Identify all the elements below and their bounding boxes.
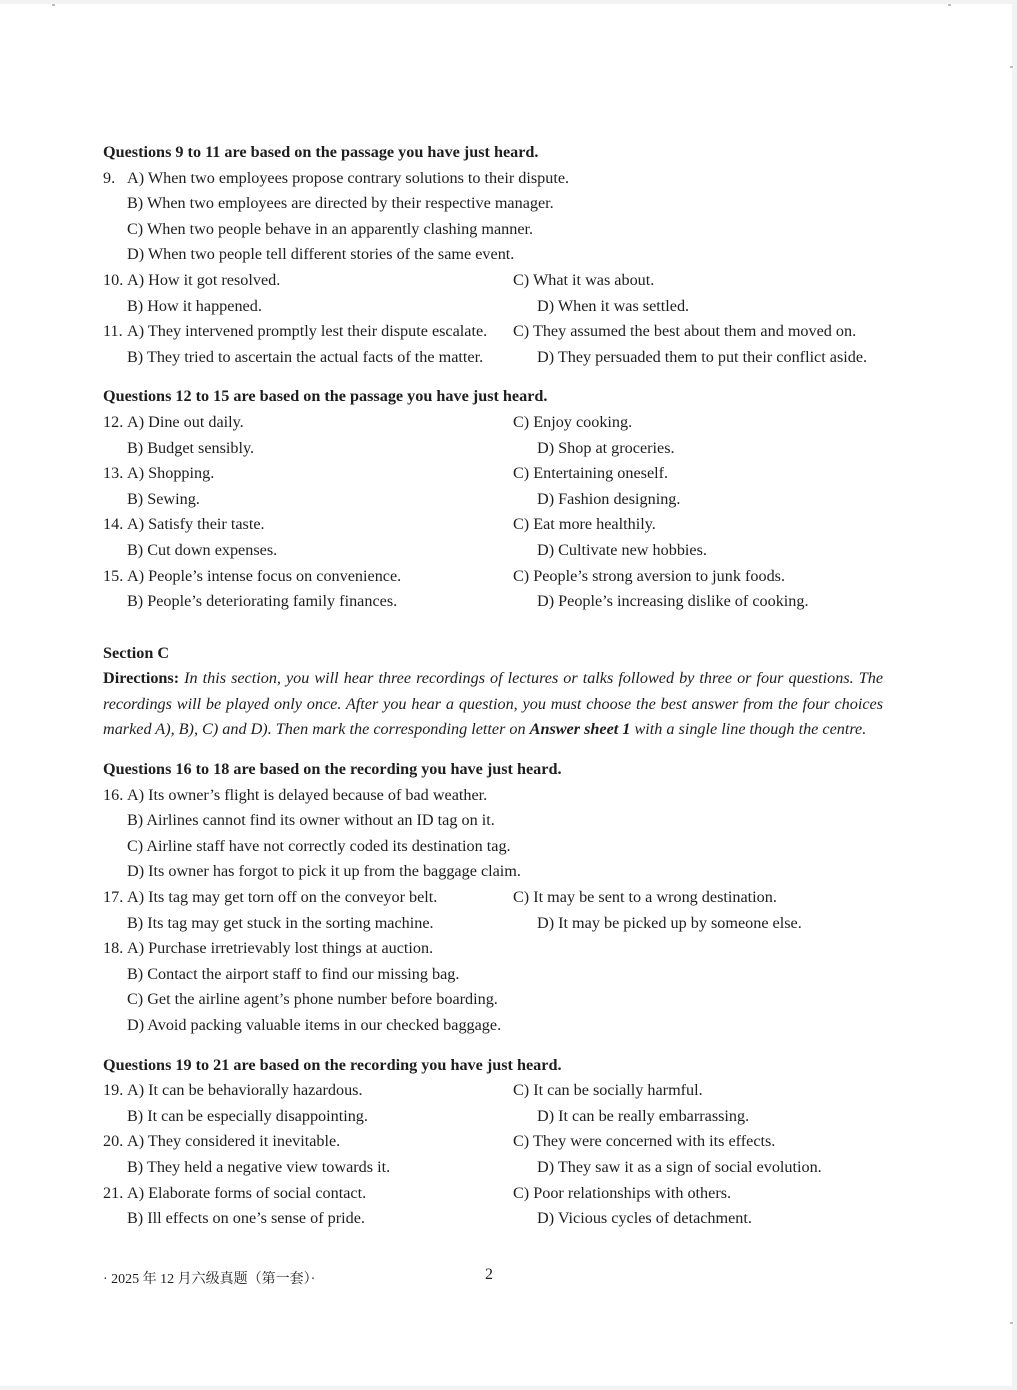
option-a: A) Elaborate forms of social contact. [127, 1183, 367, 1202]
option-a: A) Its owner’s flight is delayed because of bad weather. [127, 785, 488, 804]
footer-label: · 2025 年 12 月六级真题（第一套）· [103, 1272, 316, 1287]
option-c: C) They were concerned with its effects. [513, 1132, 776, 1151]
answer-sheet-ref: Answer sheet 1 [529, 720, 631, 739]
option-d: D) Avoid packing valuable items in our checked baggage. [127, 1016, 502, 1034]
question-number: 17. [103, 888, 124, 907]
section-title: Section C [103, 643, 170, 662]
option-c: C) Eat more healthily. [513, 515, 656, 534]
question-number: 21. [103, 1183, 124, 1202]
option-d: D) They persuaded them to put their conflict aside. [537, 347, 868, 366]
option-d: D) Fashion designing. [537, 489, 681, 508]
option-c: C) Poor relationships with others. [513, 1183, 732, 1202]
corner-mark [948, 4, 951, 6]
option-c: C) They assumed the best about them and moved on. [513, 322, 857, 341]
question-10 [103, 268, 883, 294]
question-number: 16. [103, 785, 124, 804]
option-b: B) How it happened. [127, 296, 262, 315]
option-c: C) It can be socially harmful. [513, 1081, 703, 1100]
option-b: B) They held a negative view towards it. [127, 1157, 391, 1176]
question-14 [103, 512, 883, 538]
group-heading: Questions 16 to 18 are based on the recording you have just heard. [103, 760, 562, 779]
option-c: C) What it was about. [513, 270, 655, 289]
question-number: 15. [103, 566, 124, 585]
question-number: 9. [103, 168, 116, 187]
directions-label: Directions: [103, 669, 180, 688]
document-page [0, 4, 1012, 1386]
option-d: D) Cultivate new hobbies. [537, 540, 707, 559]
question-17 [103, 885, 883, 911]
option-b: B) Its tag may get stuck in the sorting machine. [127, 913, 434, 932]
group-heading: Questions 19 to 21 are based on the recording you have just heard. [103, 1055, 562, 1074]
edge-mark [1010, 66, 1013, 68]
option-c: C) Airline staff have not correctly coded its destination tag. [127, 836, 511, 855]
question-18 [103, 936, 883, 962]
question-16 [103, 783, 883, 809]
option-c: C) Entertaining oneself. [513, 464, 669, 483]
option-d: D) When it was settled. [537, 296, 690, 315]
question-number: 11. [103, 322, 123, 341]
option-a: A) They intervened promptly lest their dispute escalate. [127, 322, 488, 341]
option-a: A) Satisfy their taste. [127, 515, 265, 534]
option-b: B) When two employees are directed by their respective manager. [127, 194, 554, 213]
option-b: B) Budget sensibly. [127, 438, 255, 457]
option-a: A) How it got resolved. [127, 270, 281, 289]
option-b: B) It can be especially disappointing. [127, 1106, 368, 1125]
option-b: B) Contact the airport staff to find our missing bag. [127, 964, 460, 983]
option-a: A) It can be behaviorally hazardous. [127, 1081, 363, 1100]
question-15 [103, 564, 883, 590]
option-c: C) Get the airline agent’s phone number before boarding. [127, 990, 498, 1009]
question-9 [103, 166, 883, 192]
option-c: C) People’s strong aversion to junk foods. [513, 566, 786, 585]
question-20 [103, 1129, 883, 1155]
question-13 [103, 461, 883, 487]
option-a: A) Purchase irretrievably lost things at auction. [127, 939, 434, 958]
option-d: D) When two people tell different stories of the same event. [127, 245, 515, 264]
option-d: D) Its owner has forgot to pick it up from the baggage claim. [127, 862, 521, 881]
option-b: B) People’s deteriorating family finances. [127, 592, 398, 611]
question-19 [103, 1078, 883, 1104]
option-c: C) Enjoy cooking. [513, 412, 633, 431]
option-a: A) Dine out daily. [127, 412, 244, 431]
option-b: B) Ill effects on one’s sense of pride. [127, 1209, 365, 1228]
option-c: C) When two people behave in an apparently clashing manner. [127, 219, 534, 238]
group-heading: Questions 12 to 15 are based on the passage you have just heard. [103, 387, 548, 406]
question-11 [103, 319, 883, 345]
option-d: D) It may be picked up by someone else. [537, 913, 802, 932]
question-number: 19. [103, 1081, 124, 1100]
page-footer [103, 1268, 523, 1288]
option-a: A) They considered it inevitable. [127, 1132, 341, 1151]
question-number: 10. [103, 270, 124, 289]
option-d: D) They saw it as a sign of social evolution. [537, 1157, 822, 1176]
page-content [103, 140, 883, 1232]
question-number: 18. [103, 939, 124, 958]
option-b: B) They tried to ascertain the actual facts of the matter. [127, 347, 484, 366]
group-heading: Questions 9 to 11 are based on the passage you have just heard. [103, 143, 539, 161]
option-a: A) When two employees propose contrary solutions to their dispute. [127, 168, 570, 187]
option-d: D) Shop at groceries. [537, 438, 675, 457]
question-number: 14. [103, 515, 124, 534]
question-number: 12. [103, 412, 124, 431]
option-d: D) It can be really embarrassing. [537, 1106, 750, 1125]
option-a: A) Shopping. [127, 464, 215, 483]
directions-text: In this section, you will hear three recordings of lectures or talks followed by three or four questions. The recordings will be played only once. After you hear a question, you must choose the best answer from the four choices marked A), B), C) and D). Then mark the corresponding letter on [103, 669, 883, 739]
option-c: C) It may be sent to a wrong destination. [513, 888, 777, 907]
question-number: 20. [103, 1132, 124, 1151]
option-d: D) Vicious cycles of detachment. [537, 1209, 752, 1228]
question-number: 13. [103, 464, 124, 483]
question-12 [103, 410, 883, 436]
corner-mark [52, 4, 55, 6]
directions-text: with a single line though the centre. [630, 720, 867, 739]
edge-mark [1010, 1322, 1013, 1324]
page-number: 2 [485, 1266, 493, 1283]
option-d: D) People’s increasing dislike of cooking. [537, 592, 809, 611]
option-b: B) Airlines cannot find its owner without an ID tag on it. [127, 811, 495, 830]
option-a: A) People’s intense focus on convenience. [127, 566, 402, 585]
option-b: B) Sewing. [127, 489, 200, 508]
section-directions [103, 666, 883, 743]
question-21 [103, 1181, 883, 1207]
option-b: B) Cut down expenses. [127, 540, 278, 559]
option-a: A) Its tag may get torn off on the conveyor belt. [127, 888, 438, 907]
